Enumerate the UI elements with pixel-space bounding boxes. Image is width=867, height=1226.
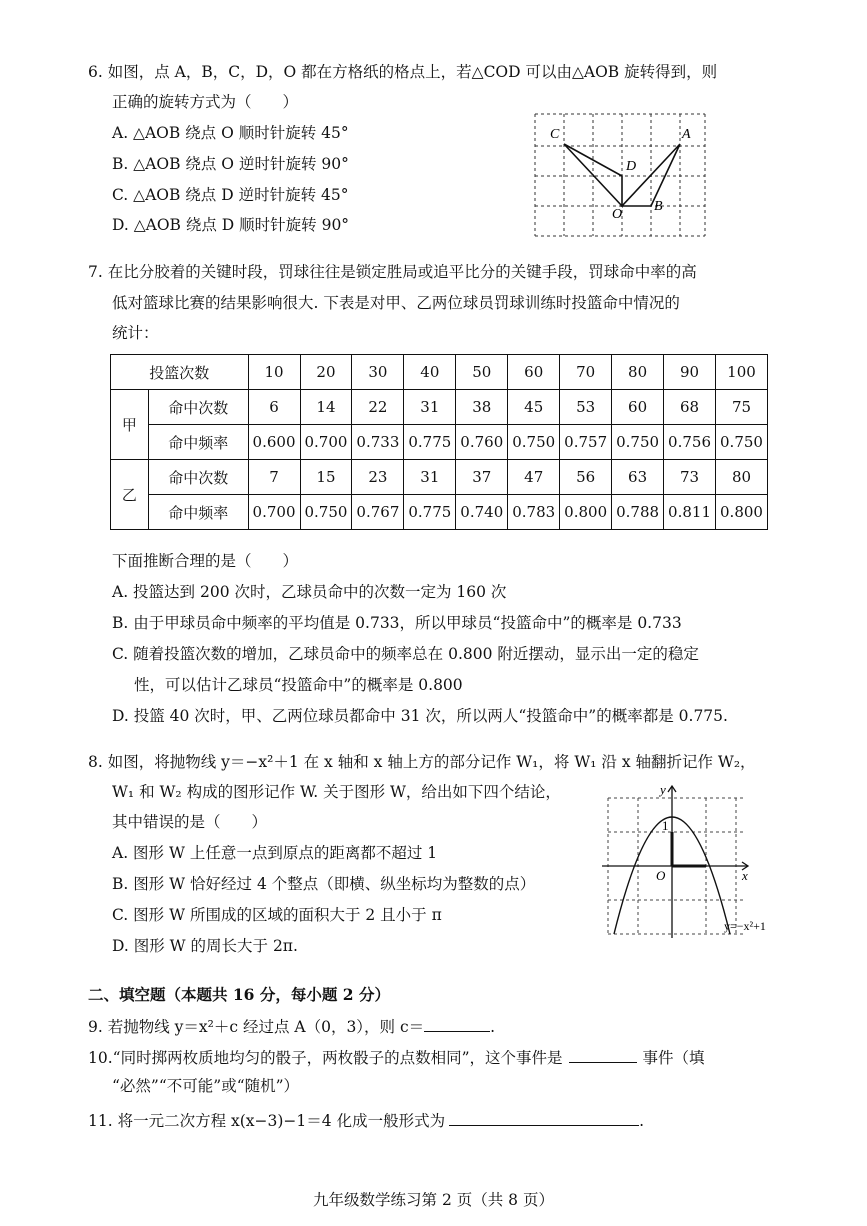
table-cell: 73 <box>664 460 716 495</box>
table-cell: 45 <box>508 390 560 425</box>
q8-stem-line1: 8. 如图，将抛物线 y＝−x²＋1 在 x 轴和 x 轴上方的部分记作 W₁，将 W₁ 沿 x 轴翻折记作 W₂， <box>88 753 756 771</box>
row-label: 命中次数 <box>148 390 248 425</box>
table-cell: 0.700 <box>300 425 352 460</box>
table-cell: 30 <box>352 355 404 390</box>
table-cell: 7 <box>248 460 300 495</box>
q7-option-c: C. 随着投篮次数的增加，乙球员命中的频率总在 0.800 附近摆动，显示出一定的稳定 <box>112 645 699 663</box>
table-cell: 50 <box>456 355 508 390</box>
table-cell: 31 <box>404 460 456 495</box>
q7-option-c-cont: 性，可以估计乙球员“投篮命中”的概率是 0.800 <box>134 676 463 694</box>
row-label: 命中频率 <box>148 425 248 460</box>
q7-stem-line3: 统计： <box>112 324 159 342</box>
q7-stats-table <box>110 354 768 530</box>
table-cell: 0.788 <box>612 495 664 530</box>
table-cell: 47 <box>508 460 560 495</box>
table-cell: 53 <box>560 390 612 425</box>
table-cell: 0.760 <box>456 425 508 460</box>
row-label: 命中频率 <box>148 495 248 530</box>
q6-label-o: O <box>612 207 623 222</box>
table-cell: 0.733 <box>352 425 404 460</box>
table-cell: 68 <box>664 390 716 425</box>
q6-label-c: C <box>550 127 560 142</box>
table-cell: 60 <box>612 390 664 425</box>
table-cell: 22 <box>352 390 404 425</box>
table-cell: 80 <box>716 460 768 495</box>
table-cell: 56 <box>560 460 612 495</box>
table-cell: 0.800 <box>716 495 768 530</box>
player-name-jia: 甲 <box>111 390 149 460</box>
q8-axes <box>602 786 748 938</box>
q11-end: . <box>639 1112 645 1130</box>
q11-line <box>88 1109 644 1131</box>
table-cell: 75 <box>716 390 768 425</box>
table-cell: 20 <box>300 355 352 390</box>
table-cell: 0.740 <box>456 495 508 530</box>
q8-option-d: D. 图形 W 的周长大于 2π. <box>112 937 298 955</box>
q8-stem-line3: 其中错误的是（ ） <box>112 813 268 831</box>
q6-stem-line1: 6. 如图，点 A，B，C，D，O 都在方格纸的格点上，若△COD 可以由△AOB 旋转得到，则 <box>88 63 718 81</box>
q9-end: . <box>490 1018 496 1036</box>
table-cell: 0.811 <box>664 495 716 530</box>
table-cell: 0.700 <box>248 495 300 530</box>
q9-line <box>88 1015 495 1037</box>
q6-option-d: D. △AOB 绕点 D 顺时针旋转 90° <box>112 216 350 234</box>
table-cell: 0.757 <box>560 425 612 460</box>
table-cell: 6 <box>248 390 300 425</box>
q8-option-a: A. 图形 W 上任意一点到原点的距离都不超过 1 <box>112 844 438 862</box>
q11-text: 11. 将一元二次方程 x(x−3)−1＝4 化成一般形式为 <box>88 1112 446 1130</box>
header-label: 投篮次数 <box>111 355 249 390</box>
q8-stem-line2: W₁ 和 W₂ 构成的图形记作 W. 关于图形 W，给出如下四个结论， <box>112 783 561 801</box>
table-cell: 0.775 <box>404 495 456 530</box>
q6-stem-line2: 正确的旋转方式为（ ） <box>112 93 299 111</box>
q8-label-one: 1 <box>662 818 669 833</box>
q10-line1 <box>88 1046 705 1068</box>
table-cell: 10 <box>248 355 300 390</box>
table-cell: 0.750 <box>612 425 664 460</box>
q8-parabola-figure <box>598 780 788 940</box>
q7-prompt: 下面推断合理的是（ ） <box>112 552 299 570</box>
q8-label-y: y <box>660 782 666 797</box>
table-cell: 63 <box>612 460 664 495</box>
q8-label-origin: O <box>656 868 666 883</box>
table-cell: 15 <box>300 460 352 495</box>
table-cell: 38 <box>456 390 508 425</box>
q11-answer-blank[interactable] <box>449 1109 639 1126</box>
table-cell: 0.783 <box>508 495 560 530</box>
q8-option-c: C. 图形 W 所围成的区域的面积大于 2 且小于 π <box>112 906 442 924</box>
table-cell: 37 <box>456 460 508 495</box>
q7-stem-line2: 低对篮球比赛的结果影响很大. 下表是对甲、乙两位球员罚球训练时投篮命中情况的 <box>112 294 680 312</box>
table-cell: 0.750 <box>300 495 352 530</box>
q7-option-d: D. 投篮 40 次时，甲、乙两位球员都命中 31 次，所以两人“投篮命中”的概率都是 0.775. <box>112 707 728 725</box>
q9-text: 9. 若抛物线 y＝x²＋c 经过点 A（0，3），则 c＝ <box>88 1018 425 1036</box>
table-cell: 90 <box>664 355 716 390</box>
table-cell: 60 <box>508 355 560 390</box>
table-row <box>111 390 768 425</box>
table-cell: 0.750 <box>508 425 560 460</box>
table-header-row <box>111 355 768 390</box>
q6-grid-figure <box>530 106 710 242</box>
page-footer: 九年级数学练习第 2 页（共 8 页） <box>313 1191 554 1209</box>
q6-label-a: A <box>682 127 691 142</box>
row-label: 命中次数 <box>148 460 248 495</box>
table-cell: 0.600 <box>248 425 300 460</box>
player-name-yi: 乙 <box>111 460 149 530</box>
q8-label-x: x <box>742 868 748 883</box>
q9-answer-blank[interactable] <box>424 1015 490 1032</box>
q6-option-a: A. △AOB 绕点 O 顺时针旋转 45° <box>112 124 349 142</box>
table-cell: 0.750 <box>716 425 768 460</box>
table-cell: 31 <box>404 390 456 425</box>
table-cell: 14 <box>300 390 352 425</box>
q6-label-b: B <box>654 199 663 214</box>
table-cell: 70 <box>560 355 612 390</box>
section2-title: 二、填空题（本题共 16 分，每小题 2 分） <box>88 985 390 1004</box>
q8-label-curve: y=−x²+1 <box>724 919 766 933</box>
table-cell: 0.756 <box>664 425 716 460</box>
table-row <box>111 425 768 460</box>
table-cell: 0.775 <box>404 425 456 460</box>
q6-label-d: D <box>626 159 637 174</box>
table-cell: 0.767 <box>352 495 404 530</box>
table-cell: 80 <box>612 355 664 390</box>
q10-line2: “必然”“不可能”或“随机”） <box>112 1077 300 1095</box>
table-cell: 0.800 <box>560 495 612 530</box>
q10-text-end: 事件（填 <box>642 1049 705 1067</box>
q10-text: 10.“同时掷两枚质地均匀的骰子，两枚骰子的点数相同”，这个事件是 <box>88 1049 563 1067</box>
table-cell: 40 <box>404 355 456 390</box>
q7-stem-line1: 7. 在比分胶着的关键时段，罚球往往是锁定胜局或追平比分的关键手段，罚球命中率的高 <box>88 263 697 281</box>
q6-option-b: B. △AOB 绕点 O 逆时针旋转 90° <box>112 155 349 173</box>
q6-option-c: C. △AOB 绕点 D 逆时针旋转 45° <box>112 186 349 204</box>
q7-option-a: A. 投篮达到 200 次时，乙球员命中的次数一定为 160 次 <box>112 583 507 601</box>
table-row <box>111 495 768 530</box>
q10-answer-blank[interactable] <box>569 1046 637 1063</box>
table-cell: 100 <box>716 355 768 390</box>
q7-option-b: B. 由于甲球员命中频率的平均值是 0.733，所以甲球员“投篮命中”的概率是 0.733 <box>112 614 682 632</box>
table-row <box>111 460 768 495</box>
table-cell: 23 <box>352 460 404 495</box>
q8-option-b: B. 图形 W 恰好经过 4 个整点（即横、纵坐标均为整数的点） <box>112 875 536 893</box>
